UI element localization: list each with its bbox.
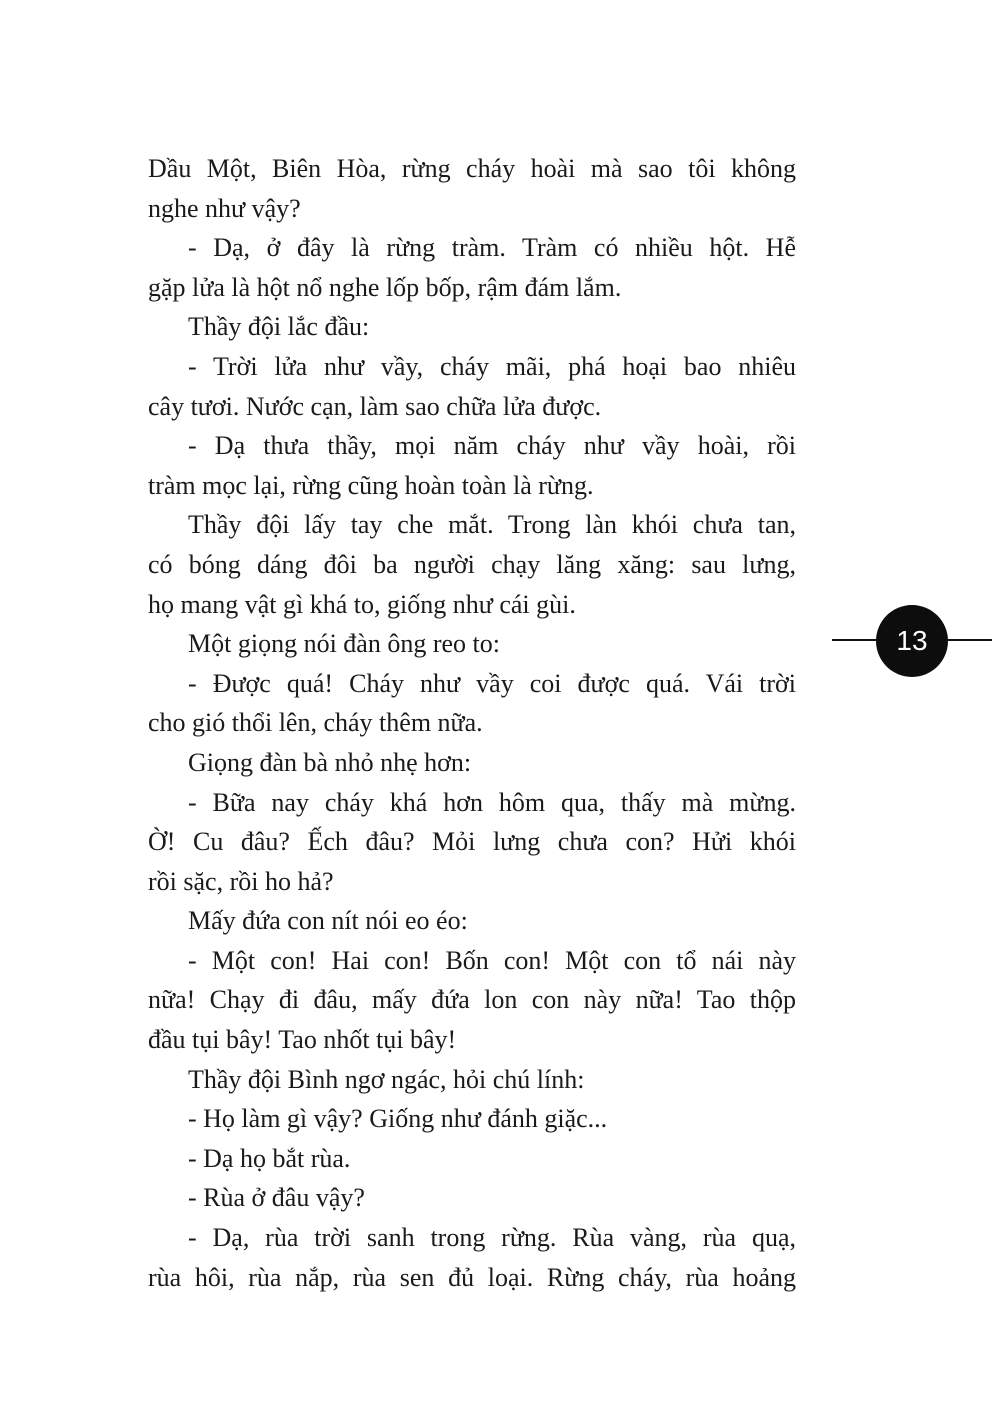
text-line: Thầy đội lấy tay che mắt. Trong làn khói chưa tan, [188, 510, 796, 540]
text-line: Một giọng nói đàn ông reo to: [188, 629, 500, 659]
text-line: - Được quá! Cháy như vầy coi được quá. Vái trời [188, 668, 796, 698]
text-line: - Họ làm gì vậy? Giống như đánh giặc... [188, 1104, 608, 1134]
text-line: cây tươi. Nước cạn, làm sao chữa lửa được. [148, 391, 602, 421]
text-line: - Dạ họ bắt rùa. [188, 1143, 351, 1173]
text-line: - Rùa ở đâu vậy? [188, 1183, 365, 1213]
text-line: Mấy đứa con nít nói eo éo: [188, 906, 468, 936]
text-line: - Trời lửa như vầy, cháy mãi, phá hoại bao nhiêu [188, 351, 796, 381]
text-line: - Một con! Hai con! Bốn con! Một con tổ nái này [188, 945, 796, 975]
text-line: Ờ! Cu đâu? Ếch đâu? Mỏi lưng chưa con? Hửi khói [148, 827, 796, 857]
text-line: nữa! Chạy đi đâu, mấy đứa lon con này nữa! Tao thộp [148, 985, 796, 1015]
text-line: có bóng dáng đôi ba người chạy lăng xăng: sau lưng, [148, 549, 796, 579]
text-line: Giọng đàn bà nhỏ nhẹ hơn: [188, 747, 472, 777]
body-text [148, 149, 796, 1297]
page-number-marker [832, 605, 992, 677]
text-line: họ mang vật gì khá to, giống như cái gùi. [148, 589, 576, 619]
text-line: - Dạ, ở đây là rừng tràm. Tràm có nhiều hột. Hễ [188, 233, 796, 263]
text-line: nghe như vậy? [148, 193, 301, 223]
text-line: gặp lửa là hột nổ nghe lốp bốp, rậm đám lắm. [148, 272, 622, 302]
text-line: tràm mọc lại, rừng cũng hoàn toàn là rừng. [148, 470, 594, 500]
text-line: đầu tụi bây! Tao nhốt tụi bây! [148, 1025, 457, 1055]
text-line: rùa hôi, rùa nắp, rùa sen đủ loại. Rừng cháy, rùa hoảng [148, 1262, 796, 1292]
page-number: 13 [876, 605, 948, 677]
text-line: Dầu Một, Biên Hòa, rừng cháy hoài mà sao tôi không [148, 154, 796, 183]
text-line: rồi sặc, rồi ho hả? [148, 866, 334, 896]
text-line: Thầy đội Bình ngơ ngác, hỏi chú lính: [188, 1064, 585, 1094]
text-line: - Bữa nay cháy khá hơn hôm qua, thấy mà mừng. [188, 787, 796, 817]
text-line: Thầy đội lắc đầu: [188, 312, 370, 342]
text-line: - Dạ thưa thầy, mọi năm cháy như vầy hoài, rồi [188, 431, 796, 461]
text-line: - Dạ, rùa trời sanh trong rừng. Rùa vàng, rùa quạ, [188, 1223, 796, 1253]
text-line: cho gió thổi lên, cháy thêm nữa. [148, 708, 483, 738]
